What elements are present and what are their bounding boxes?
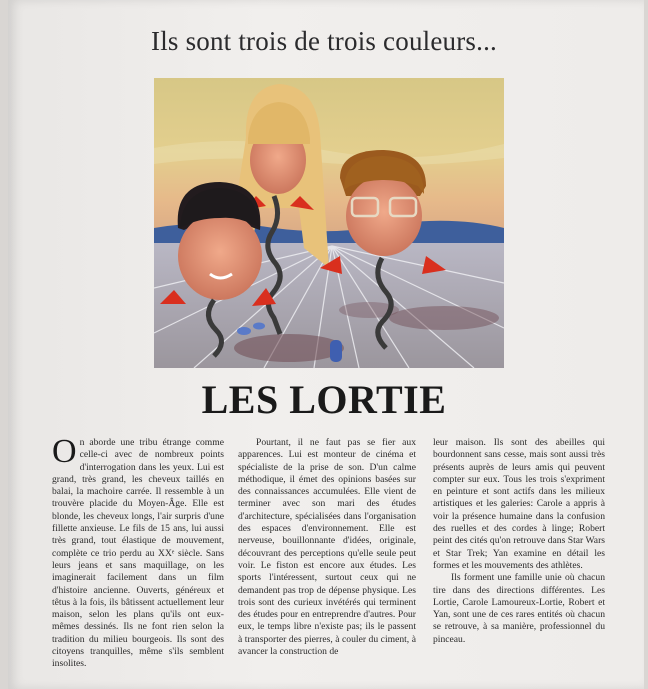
column-3-paragraph-1: leur maison. Ils sont des abeilles qui bourdonnent sans cesse, mais sont aussi très présents auprès de leurs amis qui peuvent compter sur eux. Tous les trois s'expriment en peinture et sont actifs dans les milieux artistiques et les galeries: Carole a appris à voir la présence humaine dans la confusion des ruelles et des cordes à linge; Robert peint des cités qu'on retrouve dans Star Wars et Star Trek; Yan examine en détail les formes et les mouvements des athlètes. bbox=[433, 437, 605, 571]
column-1-text: n aborde une tribu étrange comme celle-ci avec de nombreux points d'interrogation dans les yeux. Lui est grand, très grand, les cheveux taillés en balai, la machoire carrée. Il ressemble à un trouvère placide du Moyen-Âge. Elle est blonde, les cheveux longs, l'air surpris d'une fillette anxieuse. Le fils de 15 ans, lui aussi très grand, tout élastique de mouvement, complète ce trio perdu au XXᵉ siècle. Sans leurs jeans et sans maquillage, on les imaginerait facilement dans un film d'histoire ancienne. Ouverts, généreux et têtus à la fois, ils bâtissent actuellement leur maison, selon les plans qu'ils ont eux-mêmes dessinés. Ils ne font rien selon la tradition du milieu bourgeois. Ils sont des citoyens tranquilles, même s'ils semblent insolites. bbox=[52, 437, 224, 670]
article-title: LES LORTIE bbox=[201, 377, 447, 422]
page-headline: Ils sont trois de trois couleurs... bbox=[151, 26, 497, 56]
drop-cap: O bbox=[52, 433, 77, 470]
article-column-3 bbox=[433, 437, 605, 646]
column-3-paragraph-2: Ils forment une famille unie où chacun tire dans des directions différentes. Les Lortie, Carole Lamoureux-Lortie, Robert et Yan, sont une de ces rares entités où chacun se retrouve, à sa manière, professionnel du pinceau. bbox=[433, 572, 605, 645]
family-illustration bbox=[154, 78, 504, 368]
article-column-1 bbox=[52, 433, 224, 671]
surreal-portrait-image bbox=[154, 78, 504, 368]
column-2-text: Pourtant, il ne faut pas se fier aux apparences. Lui est monteur de cinéma et spécialiste de la prise de son. D'un calme méthodique, il émet des opinions basées sur des connaissances accumulées. Elle vient de terminer avec son mari des études d'architecture, spécialisées dans l'organisation des espaces d'environnement. Elle est nerveuse, bouillonnante d'idées, originale, découvrant des perceptions qu'elle seule peut voir. Le fiston est encore aux études. Les sports l'intéressent, surtout ceux qui ne demandent pas trop de dépense physique. Les trois sont des curieux invétérés qui terminent des études pour en entreprendre d'autres. Pour eux, le temps libre n'existe pas; ils le passent à transporter des pierres, à couler du ciment, à avancer la construction de bbox=[238, 437, 416, 658]
article-column-2 bbox=[238, 437, 416, 658]
